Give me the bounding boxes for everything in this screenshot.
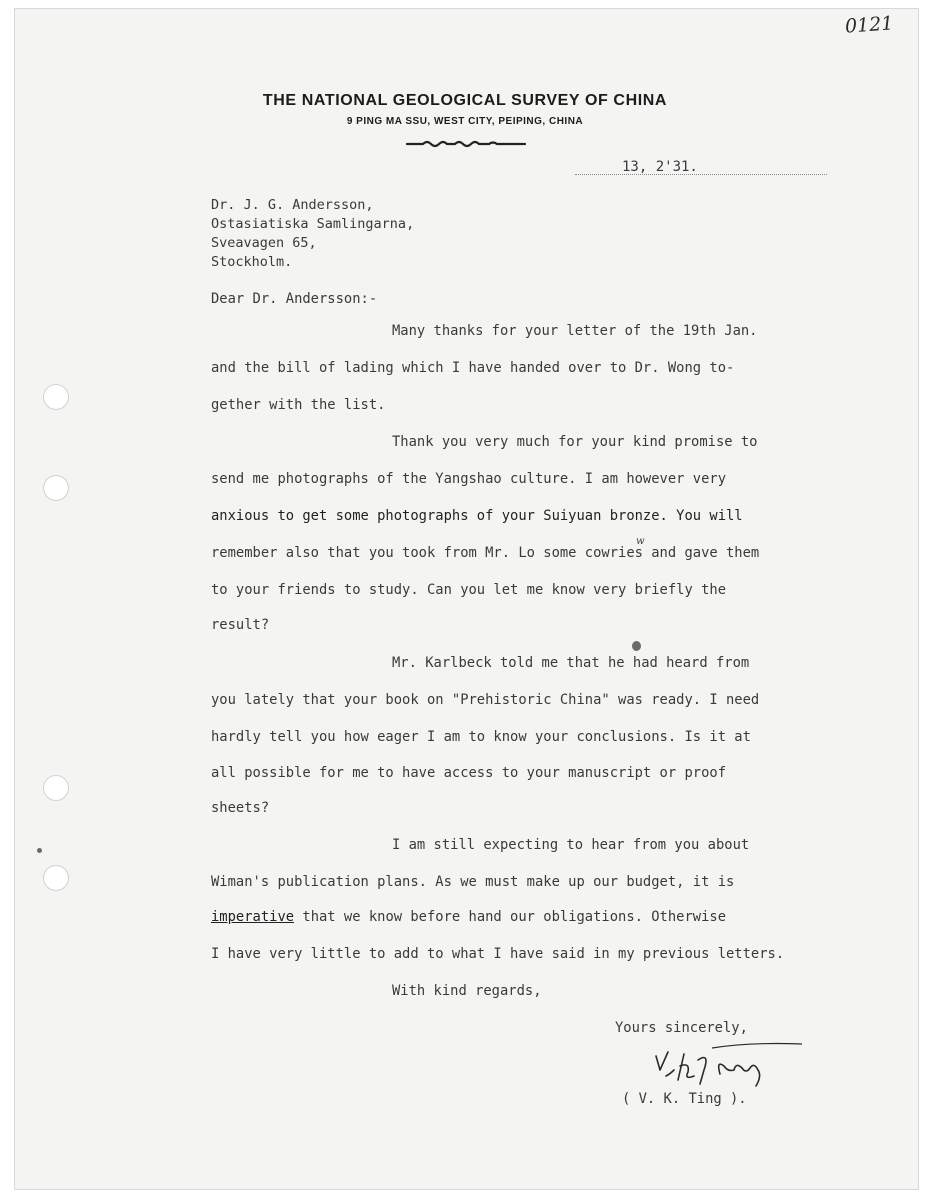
handwritten-signature	[650, 1040, 810, 1090]
body-line: Thank you very much for your kind promise to	[392, 434, 758, 450]
body-line-emphasis	[211, 909, 726, 925]
body-line: you lately that your book on "Prehistoric China" was ready. I need	[211, 692, 760, 708]
body-line: hardly tell you how eager I am to know your conclusions. Is it at	[211, 729, 751, 745]
archive-number: 0121	[844, 12, 895, 38]
body-line: I have very little to add to what I have said in my previous letters.	[211, 946, 785, 962]
letterhead-title: THE NATIONAL GEOLOGICAL SURVEY OF CHINA	[262, 92, 668, 109]
date-underline	[575, 174, 827, 175]
complimentary-close: Yours sincerely,	[615, 1020, 748, 1036]
body-line: and the bill of lading which I have handed over to Dr. Wong to-	[211, 360, 735, 376]
body-line: all possible for me to have access to your manuscript or proof	[211, 765, 726, 781]
salutation: Dear Dr. Andersson:-	[211, 291, 378, 307]
typed-signature-name: ( V. K. Ting ).	[622, 1091, 747, 1107]
body-line: Mr. Karlbeck told me that he had heard from	[392, 655, 750, 671]
recipient-name: Dr. J. G. Andersson,	[211, 197, 374, 213]
letter-date: 13, 2'31.	[622, 159, 698, 175]
punch-hole	[44, 866, 68, 890]
ink-smudge	[632, 641, 641, 651]
recipient-city: Stockholm.	[211, 254, 293, 270]
body-line: gether with the list.	[211, 397, 386, 413]
punch-hole	[44, 776, 68, 800]
ink-dot	[37, 848, 42, 853]
underlined-word: imperative	[211, 909, 295, 925]
body-line: Many thanks for your letter of the 19th Jan.	[392, 323, 758, 339]
body-line: result?	[211, 617, 270, 633]
letterhead-address: 9 PING MA SSU, WEST CITY, PEIPING, CHINA	[346, 116, 584, 127]
handwritten-insertion: w	[636, 536, 645, 547]
recipient-street: Sveavagen 65,	[211, 235, 317, 251]
body-line: to your friends to study. Can you let me know very briefly the	[211, 582, 726, 598]
body-line: sheets?	[211, 800, 270, 816]
body-line: anxious to get some photographs of your Suiyuan bronze. You will	[211, 508, 743, 524]
letterhead-ornament	[405, 138, 527, 148]
recipient-institution: Ostasiatiska Samlingarna,	[211, 216, 415, 232]
letter-sheet	[14, 8, 919, 1190]
body-line-rest: that we know before hand our obligations. Otherwise	[294, 909, 727, 925]
body-line: Wiman's publication plans. As we must make up our budget, it is	[211, 874, 735, 890]
punch-hole	[44, 385, 68, 409]
punch-hole	[44, 476, 68, 500]
body-line: I am still expecting to hear from you about	[392, 837, 750, 853]
body-line: send me photographs of the Yangshao culture. I am however very	[211, 471, 726, 487]
body-line: remember also that you took from Mr. Lo some cowries and gave them	[211, 545, 760, 561]
closing-regards: With kind regards,	[392, 983, 542, 999]
